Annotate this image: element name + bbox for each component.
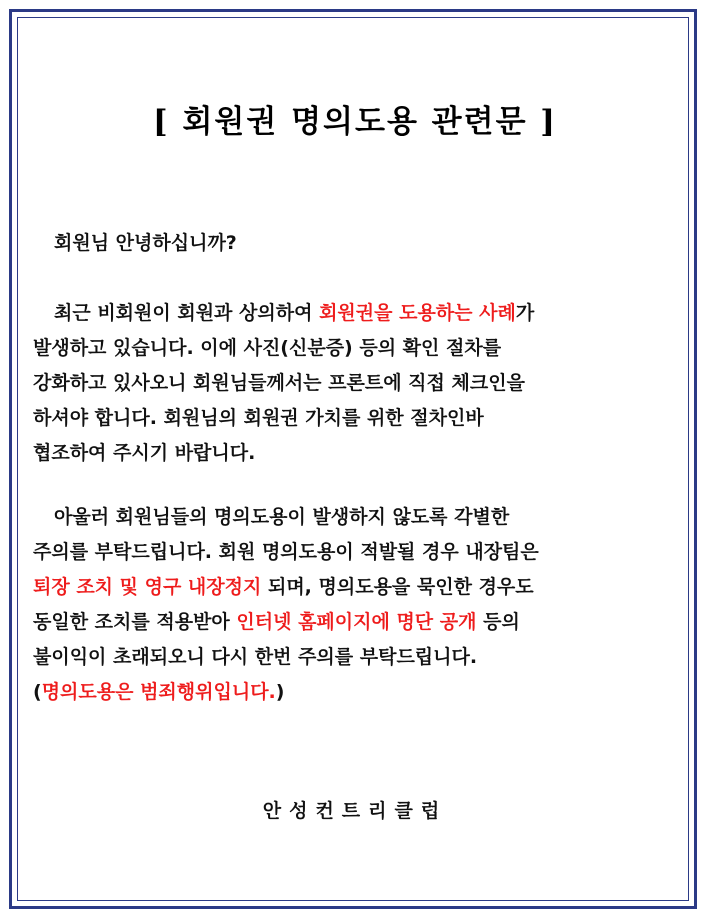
para2-publish-highlight: 인터넷 홈페이지에 명단 공개 bbox=[236, 611, 477, 633]
para2-line-4 bbox=[33, 605, 673, 640]
paragraph-2 bbox=[33, 500, 673, 710]
para2-penalty-highlight: 퇴장 조치 및 영구 내장정지 bbox=[33, 576, 262, 598]
crime-warning-highlight: 명의도용은 범죄행위입니다. bbox=[41, 681, 276, 703]
para1-line-5: 협조하여 주시기 바랍니다. bbox=[33, 442, 256, 464]
paren-close: ) bbox=[275, 681, 285, 703]
para1-line-2: 발생하고 있습니다. 이에 사진(신분증) 등의 확인 절차를 bbox=[33, 337, 502, 359]
para1-line-1-text: 최근 비회원이 회원과 상의하여 bbox=[54, 302, 320, 324]
para2-line-3-text: 되며, 명의도용을 묵인한 경우도 bbox=[261, 576, 534, 598]
para1-line-1 bbox=[33, 296, 673, 331]
paragraph-1 bbox=[33, 296, 673, 471]
para2-line-1: 아울러 회원님들의 명의도용이 발생하지 않도록 각별한 bbox=[54, 506, 510, 528]
paren-open: ( bbox=[33, 681, 42, 703]
para2-line-5: 불이익이 초래되오니 다시 한번 주의를 부탁드립니다. bbox=[33, 646, 478, 668]
para1-line-3: 강화하고 있사오니 회원님들께서는 프론트에 직접 체크인을 bbox=[33, 372, 525, 394]
para1-line-1-end: 가 bbox=[515, 302, 535, 324]
para2-line-4-end: 등의 bbox=[476, 611, 520, 633]
para2-line-2: 주의를 부탁드립니다. 회원 명의도용이 적발될 경우 내장팀은 bbox=[33, 541, 539, 563]
notice-title: [ 회원권 명의도용 관련문 ] bbox=[153, 104, 557, 140]
para1-highlight-text: 회원권을 도용하는 사례 bbox=[319, 302, 516, 324]
greeting-text bbox=[33, 226, 673, 261]
para2-line-4-text: 동일한 조치를 적용받아 bbox=[33, 611, 237, 633]
para2-line-3 bbox=[33, 570, 673, 605]
para2-line-6 bbox=[33, 675, 673, 710]
greeting-line: 회원님 안녕하십니까? bbox=[54, 232, 237, 254]
club-signature: 안성컨트리클럽 bbox=[262, 800, 448, 822]
para1-line-4: 하셔야 합니다. 회원님의 회원권 가치를 위한 절차인바 bbox=[33, 407, 484, 429]
